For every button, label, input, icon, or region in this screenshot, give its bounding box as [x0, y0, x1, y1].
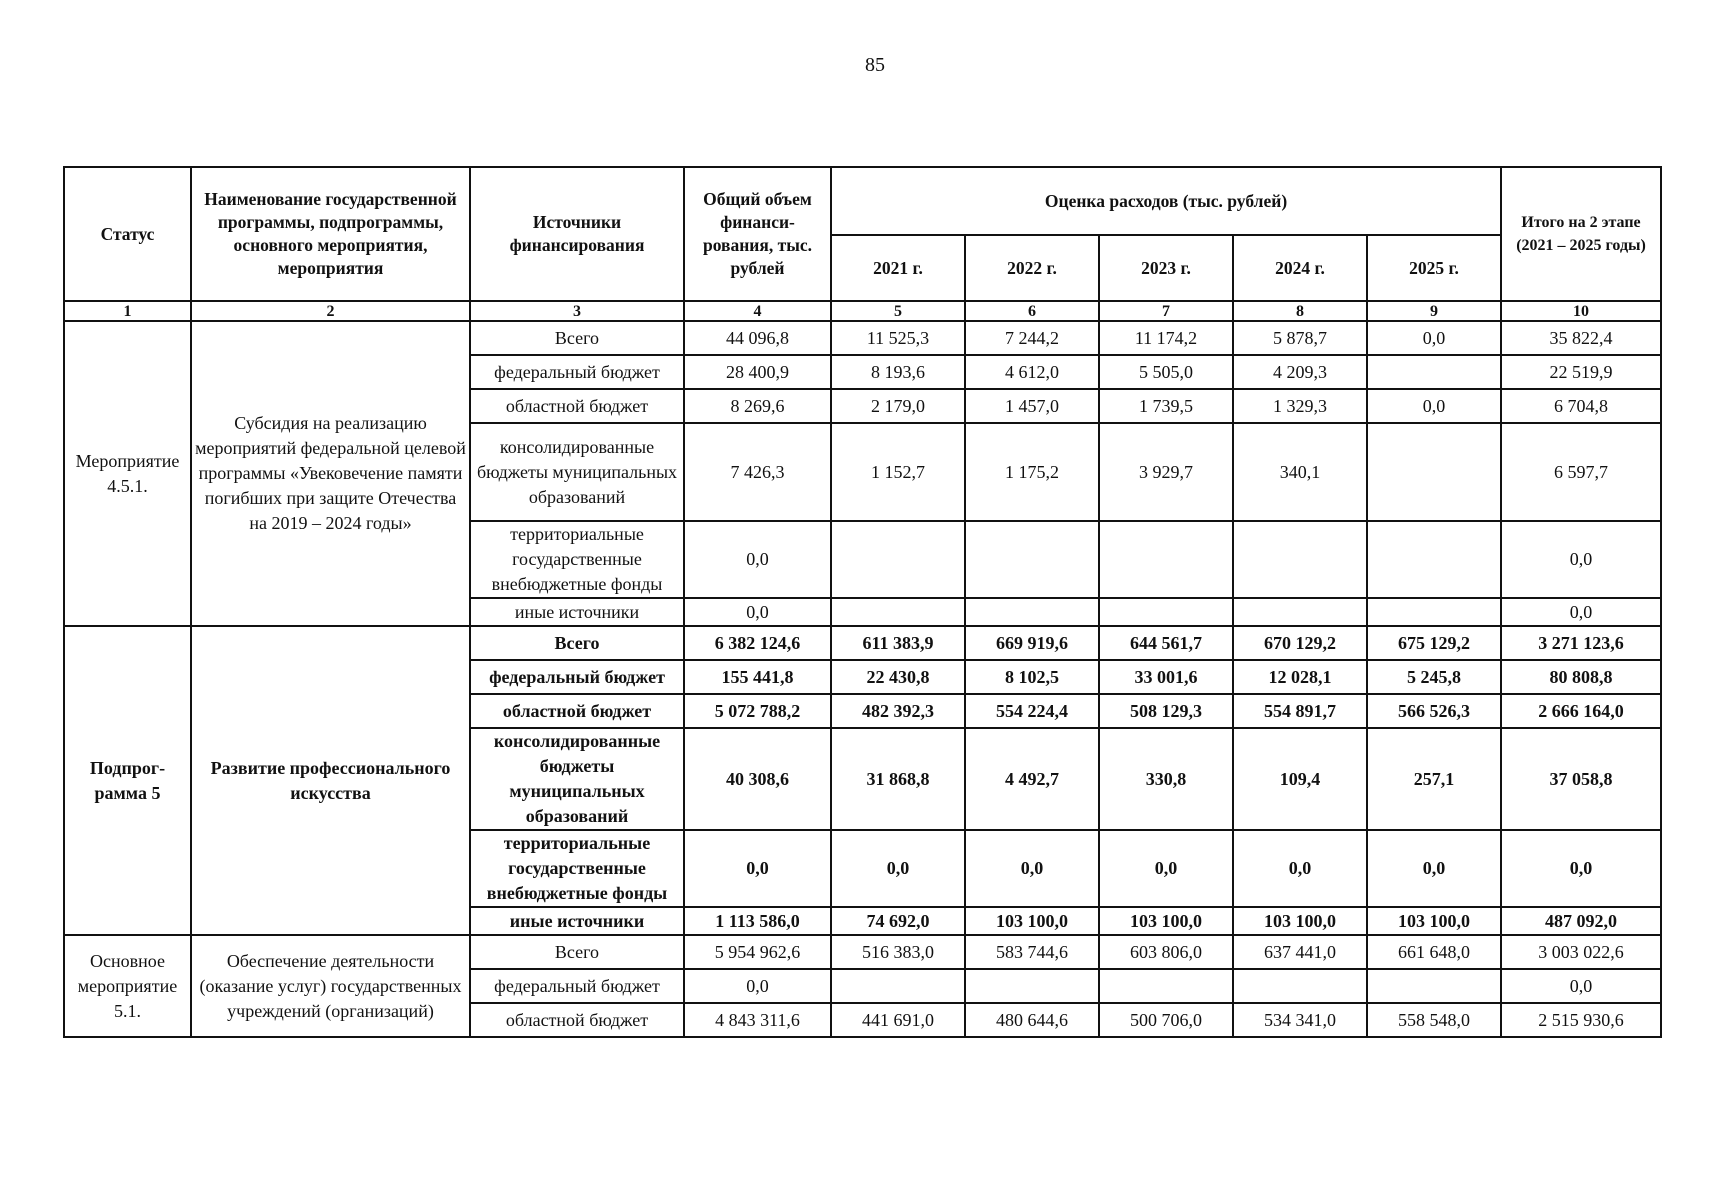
year-value [1367, 598, 1501, 626]
year-value: 5 505,0 [1099, 355, 1233, 389]
year-value: 534 341,0 [1233, 1003, 1367, 1037]
header-year-2022: 2022 г. [965, 235, 1099, 301]
stage-total-value: 2 515 930,6 [1501, 1003, 1661, 1037]
column-index: 3 [470, 301, 684, 321]
header-status: Статус [64, 167, 191, 301]
year-value: 7 244,2 [965, 321, 1099, 355]
row-status: Подпрог-рамма 5 [64, 626, 191, 935]
year-value: 8 102,5 [965, 660, 1099, 694]
header-stage-total: Итого на 2 этапе (2021 – 2025 годы) [1501, 167, 1661, 301]
funding-source: консолидированные бюджеты муниципальных образований [470, 423, 684, 521]
funding-source: федеральный бюджет [470, 355, 684, 389]
stage-total-value: 6 704,8 [1501, 389, 1661, 423]
year-value: 74 692,0 [831, 907, 965, 935]
year-value [1099, 598, 1233, 626]
year-value: 583 744,6 [965, 935, 1099, 969]
year-value: 0,0 [1367, 830, 1501, 907]
stage-total-value: 0,0 [1501, 830, 1661, 907]
year-value [831, 521, 965, 598]
stage-total-value: 0,0 [1501, 521, 1661, 598]
column-index: 1 [64, 301, 191, 321]
column-index: 10 [1501, 301, 1661, 321]
funding-source: областной бюджет [470, 1003, 684, 1037]
year-value: 330,8 [1099, 728, 1233, 830]
year-value: 4 612,0 [965, 355, 1099, 389]
year-value [1233, 598, 1367, 626]
year-value: 109,4 [1233, 728, 1367, 830]
total-value: 5 072 788,2 [684, 694, 831, 728]
header-total: Общий объем финанси-рования, тыс. рублей [684, 167, 831, 301]
year-value: 480 644,6 [965, 1003, 1099, 1037]
year-value: 0,0 [1367, 321, 1501, 355]
year-value [1367, 521, 1501, 598]
year-value: 11 174,2 [1099, 321, 1233, 355]
year-value: 4 209,3 [1233, 355, 1367, 389]
column-index: 7 [1099, 301, 1233, 321]
stage-total-value: 487 092,0 [1501, 907, 1661, 935]
page-number: 85 [865, 54, 885, 76]
table-row [64, 935, 1661, 969]
year-value: 103 100,0 [965, 907, 1099, 935]
year-value: 2 179,0 [831, 389, 965, 423]
year-value: 1 329,3 [1233, 389, 1367, 423]
total-value: 7 426,3 [684, 423, 831, 521]
year-value [1367, 355, 1501, 389]
stage-total-value: 2 666 164,0 [1501, 694, 1661, 728]
total-value: 28 400,9 [684, 355, 831, 389]
stage-total-value: 3 271 123,6 [1501, 626, 1661, 660]
total-value: 5 954 962,6 [684, 935, 831, 969]
year-value: 558 548,0 [1367, 1003, 1501, 1037]
row-status: Основное мероприятие 5.1. [64, 935, 191, 1037]
year-value [1233, 521, 1367, 598]
year-value [1233, 969, 1367, 1003]
total-value: 4 843 311,6 [684, 1003, 831, 1037]
total-value: 1 113 586,0 [684, 907, 831, 935]
stage-total-value: 3 003 022,6 [1501, 935, 1661, 969]
column-index: 5 [831, 301, 965, 321]
funding-source: областной бюджет [470, 389, 684, 423]
year-value: 670 129,2 [1233, 626, 1367, 660]
year-value: 516 383,0 [831, 935, 965, 969]
year-value: 508 129,3 [1099, 694, 1233, 728]
year-value: 8 193,6 [831, 355, 965, 389]
total-value: 0,0 [684, 521, 831, 598]
year-value: 669 919,6 [965, 626, 1099, 660]
funding-source: Всего [470, 935, 684, 969]
row-program-name: Обеспечение деятельности (оказание услуг) государственных учреждений (организаций) [191, 935, 470, 1037]
year-value: 554 891,7 [1233, 694, 1367, 728]
year-value: 5 245,8 [1367, 660, 1501, 694]
column-index: 6 [965, 301, 1099, 321]
funding-source: областной бюджет [470, 694, 684, 728]
year-value: 1 152,7 [831, 423, 965, 521]
year-value: 0,0 [831, 830, 965, 907]
row-program-name: Развитие профессионального искусства [191, 626, 470, 935]
funding-source: Всего [470, 626, 684, 660]
stage-total-value: 37 058,8 [1501, 728, 1661, 830]
table-row [64, 321, 1661, 355]
column-index: 8 [1233, 301, 1367, 321]
year-value [1099, 521, 1233, 598]
year-value: 1 457,0 [965, 389, 1099, 423]
header-name: Наименование государственной программы, подпрограммы, основного мероприятия, мероприятия [191, 167, 470, 301]
funding-source: федеральный бюджет [470, 969, 684, 1003]
year-value: 441 691,0 [831, 1003, 965, 1037]
year-value: 1 739,5 [1099, 389, 1233, 423]
year-value: 637 441,0 [1233, 935, 1367, 969]
year-value: 675 129,2 [1367, 626, 1501, 660]
stage-total-value: 35 822,4 [1501, 321, 1661, 355]
year-value: 0,0 [1233, 830, 1367, 907]
year-value: 566 526,3 [1367, 694, 1501, 728]
table-row [64, 626, 1661, 660]
funding-source: консолидированные бюджеты муниципальных образований [470, 728, 684, 830]
total-value: 6 382 124,6 [684, 626, 831, 660]
stage-total-value: 22 519,9 [1501, 355, 1661, 389]
total-value: 0,0 [684, 830, 831, 907]
year-value: 0,0 [1099, 830, 1233, 907]
year-value: 603 806,0 [1099, 935, 1233, 969]
funding-source: иные источники [470, 598, 684, 626]
table-body [64, 321, 1661, 1037]
column-index: 2 [191, 301, 470, 321]
year-value [1099, 969, 1233, 1003]
year-value: 1 175,2 [965, 423, 1099, 521]
stage-total-value: 0,0 [1501, 598, 1661, 626]
header-year-2024: 2024 г. [1233, 235, 1367, 301]
total-value: 0,0 [684, 969, 831, 1003]
total-value: 155 441,8 [684, 660, 831, 694]
funding-source: территориальные государственные внебюджетные фонды [470, 521, 684, 598]
budget-table [63, 166, 1662, 1038]
year-value [831, 969, 965, 1003]
year-value: 554 224,4 [965, 694, 1099, 728]
header-estimate: Оценка расходов (тыс. рублей) [831, 167, 1501, 235]
year-value: 340,1 [1233, 423, 1367, 521]
year-value [965, 969, 1099, 1003]
year-value: 661 648,0 [1367, 935, 1501, 969]
year-value: 103 100,0 [1233, 907, 1367, 935]
year-value [965, 598, 1099, 626]
year-value [831, 598, 965, 626]
year-value: 22 430,8 [831, 660, 965, 694]
header-year-2025: 2025 г. [1367, 235, 1501, 301]
total-value: 44 096,8 [684, 321, 831, 355]
stage-total-value: 6 597,7 [1501, 423, 1661, 521]
header-sources: Источники финансирования [470, 167, 684, 301]
year-value: 5 878,7 [1233, 321, 1367, 355]
year-value: 3 929,7 [1099, 423, 1233, 521]
year-value: 0,0 [1367, 389, 1501, 423]
year-value: 4 492,7 [965, 728, 1099, 830]
year-value: 644 561,7 [1099, 626, 1233, 660]
funding-source: территориальные государственные внебюджетные фонды [470, 830, 684, 907]
year-value: 0,0 [965, 830, 1099, 907]
year-value: 12 028,1 [1233, 660, 1367, 694]
year-value [965, 521, 1099, 598]
year-value: 611 383,9 [831, 626, 965, 660]
row-status: Мероприятие 4.5.1. [64, 321, 191, 626]
column-index: 9 [1367, 301, 1501, 321]
column-index: 4 [684, 301, 831, 321]
stage-total-value: 0,0 [1501, 969, 1661, 1003]
funding-source: федеральный бюджет [470, 660, 684, 694]
year-value: 31 868,8 [831, 728, 965, 830]
stage-total-value: 80 808,8 [1501, 660, 1661, 694]
year-value: 482 392,3 [831, 694, 965, 728]
year-value: 11 525,3 [831, 321, 965, 355]
total-value: 0,0 [684, 598, 831, 626]
year-value [1367, 969, 1501, 1003]
row-program-name: Субсидия на реализацию мероприятий федеральной целевой программы «Увековечение памяти погибших при защите Отечества на 2019 – 2024 годы» [191, 321, 470, 626]
total-value: 8 269,6 [684, 389, 831, 423]
year-value: 500 706,0 [1099, 1003, 1233, 1037]
year-value: 103 100,0 [1367, 907, 1501, 935]
year-value: 257,1 [1367, 728, 1501, 830]
header-year-2023: 2023 г. [1099, 235, 1233, 301]
year-value [1367, 423, 1501, 521]
total-value: 40 308,6 [684, 728, 831, 830]
header-year-2021: 2021 г. [831, 235, 965, 301]
funding-source: иные источники [470, 907, 684, 935]
funding-source: Всего [470, 321, 684, 355]
year-value: 103 100,0 [1099, 907, 1233, 935]
year-value: 33 001,6 [1099, 660, 1233, 694]
